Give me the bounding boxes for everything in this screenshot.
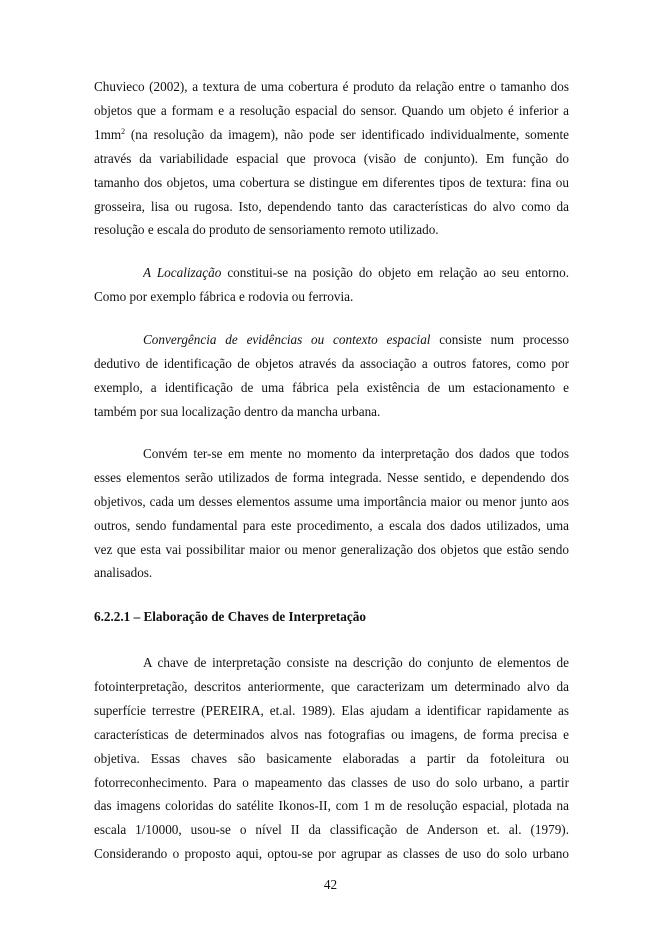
paragraph-4-line-5: vez que esta vai possibilitar maior ou menor generalização dos objetos que estão sendo: [94, 542, 569, 557]
paragraph-1-line-7: resolução e escala do produto de sensoriamento remoto utilizado.: [94, 222, 439, 237]
line-text: constitui-se na posição do objeto em relação ao seu entorno.: [221, 265, 569, 280]
paragraph-5-line-1: A chave de interpretação consiste na descrição do conjunto de elementos de: [143, 655, 569, 670]
unit-text: 1mm: [94, 127, 122, 142]
paragraph-1-line-6: grosseira, lisa ou rugosa. Isto, dependendo tanto das características do alvo como da: [94, 199, 569, 214]
term-localizacao: A Localização: [143, 265, 222, 280]
paragraph-3-line-3: exemplo, a identificação de uma fábrica pela existência de um estacionamento e: [94, 380, 569, 395]
paragraph-5-line-8: escala 1/10000, usou-se o nível II da classificação de Anderson et. al. (1979).: [94, 822, 569, 837]
paragraph-5-line-9: Considerando o proposto aqui, optou-se por agrupar as classes de uso do solo urbano: [94, 846, 569, 861]
paragraph-4-line-3: objetivos, cada um desses elementos assume uma importância maior ou menor junto aos: [94, 494, 569, 509]
paragraph-4-line-6: analisados.: [94, 565, 153, 580]
paragraph-1-line-2: objetos que a formam e a resolução espacial do sensor. Quando um objeto é inferior a: [94, 103, 569, 118]
line-text: consiste num processo: [430, 332, 569, 347]
paragraph-1-line-4: através da variabilidade espacial que provoca (visão de conjunto). Em função do: [94, 151, 569, 166]
paragraph-1-line-3: [94, 127, 569, 143]
paragraph-4-line-4: outros, sendo fundamental para este procedimento, a escala dos dados utilizados, uma: [94, 518, 569, 533]
paragraph-5-line-4: características de determinados alvos nas fotografias ou imagens, de forma precisa e: [94, 727, 569, 742]
paragraph-2-line-1: [143, 265, 569, 281]
paragraph-4-line-1: Convém ter-se em mente no momento da interpretação dos dados que todos: [143, 446, 569, 461]
paragraph-3-line-4: também por sua localização dentro da mancha urbana.: [94, 404, 381, 419]
paragraph-1-line-5: tamanho dos objetos, uma cobertura se distingue em diferentes tipos de textura: fina ou: [94, 175, 569, 190]
paragraph-3-line-2: dedutivo de identificação de objetos através da associação a outros fatores, como por: [94, 356, 569, 371]
superscript: 2: [121, 127, 126, 136]
paragraph-2-line-2: Como por exemplo fábrica e rodovia ou ferrovia.: [94, 289, 354, 304]
paragraph-4-line-2: esses elementos serão utilizados de forma integrada. Nesse sentido, e dependendo dos: [94, 470, 569, 485]
paragraph-5-line-3: superfície terrestre (PEREIRA, et.al. 1989). Elas ajudam a identificar rapidamente as: [94, 703, 569, 718]
line-text: (na resolução da imagem), não pode ser identificado individualmente, somente: [125, 127, 569, 142]
paragraph-5-line-5: objetiva. Essas chaves são basicamente elaboradas a partir da fotoleitura ou: [94, 751, 569, 766]
term-convergencia: Convergência de evidências ou contexto espacial: [143, 332, 431, 347]
paragraph-5-line-6: fotorreconhecimento. Para o mapeamento das classes de uso do solo urbano, a partir: [94, 775, 569, 790]
paragraph-1-line-1: Chuvieco (2002), a textura de uma cobertura é produto da relação entre o tamanho dos: [94, 79, 569, 94]
paragraph-5-line-7: das imagens coloridas do satélite Ikonos-II, com 1 m de resolução espacial, plotada na: [94, 798, 569, 813]
paragraph-5-line-2: fotointerpretação, descritos anteriormente, que caracterizam um determinado alvo da: [94, 679, 569, 694]
page-number: 42: [323, 877, 338, 892]
section-heading: 6.2.2.1 – Elaboração de Chaves de Interpretação: [94, 609, 366, 624]
paragraph-3-line-1: [143, 332, 569, 348]
